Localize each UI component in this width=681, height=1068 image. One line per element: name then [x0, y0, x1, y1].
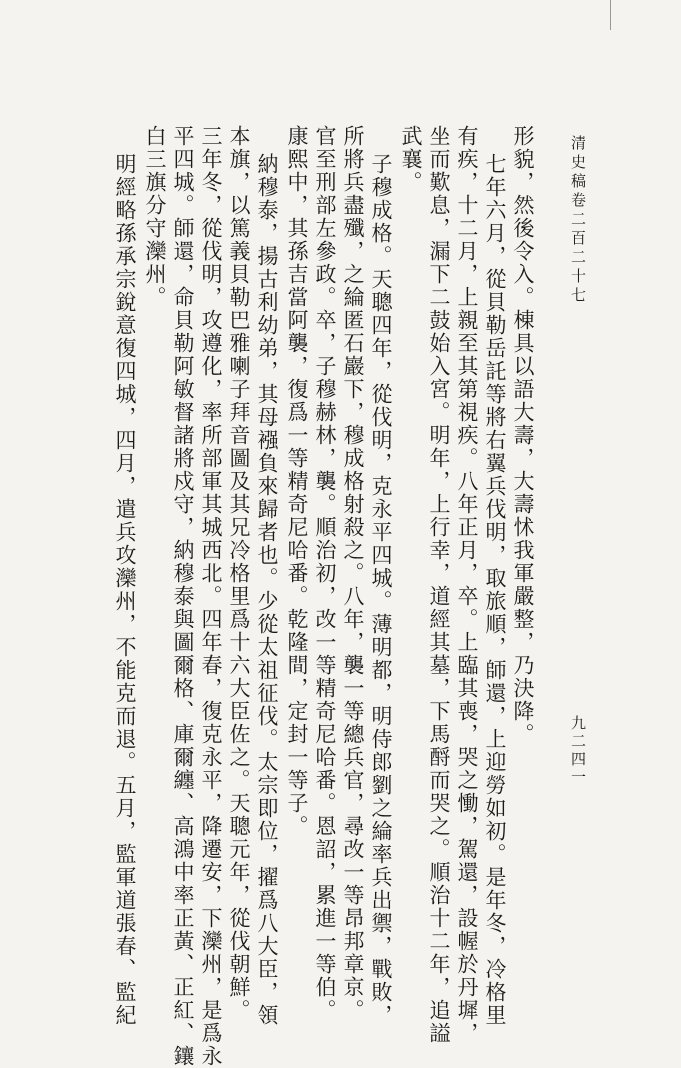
page-number: 九二四一 — [569, 715, 587, 787]
text-column: 武襄。 — [399, 125, 423, 194]
text-column: 所將兵盡殲，之綸匿石巖下，穆成格射殺之。八年，襲一等總兵官，尋改一等昂邦章京。 — [341, 125, 365, 1022]
text-column: 子穆成格。天聰四年，從伐明，克永平四城。薄明都，明侍郎劉之綸率兵出禦，戰敗， — [369, 153, 393, 1027]
text-column: 納穆泰，揚古利幼弟，其母襁負來歸者也。少從太祖征伐。太宗即位，擢爲八大臣，領 — [255, 153, 279, 1027]
text-column: 明經略孫承宗銳意復四城，四月，遣兵攻灤州，不能克而退。五月，監軍道張春、監紀 — [113, 153, 137, 1027]
text-column: 平四城。師還，命貝勒阿敏督諸將戍守，納穆泰與圖爾格、庫爾纏、高鴻中率正黃、正紅、鑲 — [171, 125, 195, 1068]
text-column: 形貌，然後令入。棟具以語大壽，大壽怵我軍嚴整，乃決降。 — [511, 125, 535, 746]
text-column: 七年六月，從貝勒岳託等將右翼兵伐明，取旅順，師還，上迎勞如初。是年冬，冷格里 — [483, 153, 507, 1027]
text-column: 康熙中，其孫吉當阿襲，復爲一等精奇尼哈番。乾隆間，定封一等子。 — [285, 125, 309, 838]
text-column: 有疾，十二月，上親至其第視疾。八年正月，卒。上臨其喪，哭之慟，駕還，設幄於丹墀， — [455, 125, 479, 1045]
top-rule — [610, 0, 611, 30]
text-column: 本旗，以篤義貝勒巴雅喇子拜音圖及其兄冷格里爲十六大臣佐之。天聰元年，從伐朝鮮。 — [227, 125, 251, 1022]
running-title: 清史稿卷二百二十七 — [569, 135, 587, 306]
text-column: 官至刑部左參政。卒，子穆赫林，襲。順治初，改一等精奇尼哈番。恩詔，累進一等伯。 — [313, 125, 337, 1022]
text-column: 白三旗分守灤州。 — [143, 125, 167, 309]
text-column: 三年冬，從伐明，攻遵化，率所部軍其城西北。四年春，復克永平，降遷安，下灤州，是爲永 — [199, 125, 223, 1068]
text-column: 坐而歎息，漏下二鼓始入宮。明年，上行幸，道經其墓，下馬酹而哭之。順治十二年，追謚 — [427, 125, 451, 1045]
